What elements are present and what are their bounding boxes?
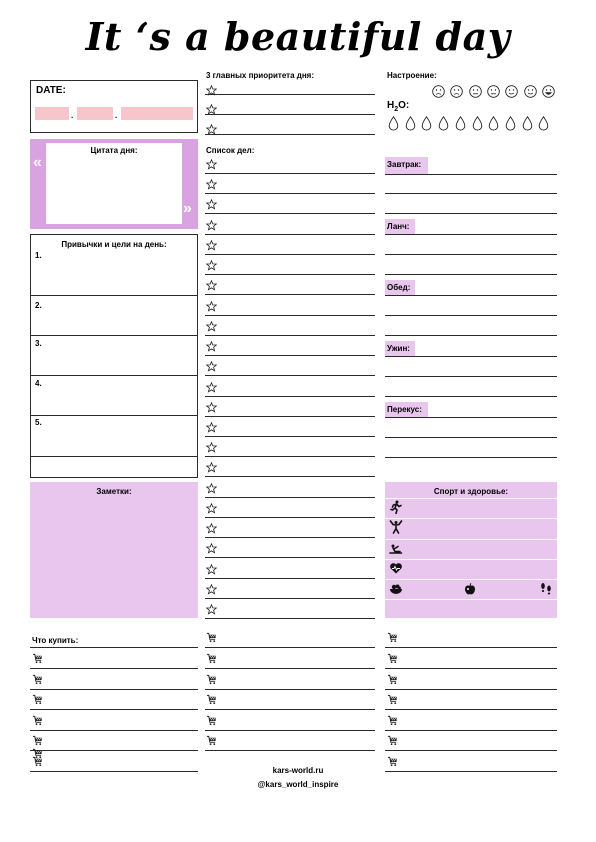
- water-drop-icon[interactable]: [522, 116, 533, 131]
- yoga-icon: [389, 541, 403, 555]
- date-year-cell[interactable]: [121, 107, 193, 120]
- star-icon[interactable]: [206, 582, 217, 593]
- water-label-sub: 2: [394, 106, 399, 113]
- notes-label: Заметки:: [96, 487, 132, 496]
- star-icon[interactable]: [206, 177, 217, 188]
- shopping-line[interactable]: [205, 668, 375, 669]
- cart-icon[interactable]: [206, 672, 217, 683]
- todo-line[interactable]: [205, 537, 375, 538]
- lunch-label: Ланч:: [385, 219, 415, 234]
- cart-icon[interactable]: [387, 713, 398, 724]
- habit-number: 5.: [35, 418, 42, 427]
- cart-icon[interactable]: [32, 672, 43, 683]
- quote-label: Цитата дня:: [90, 146, 138, 155]
- meal-line[interactable]: [385, 417, 557, 418]
- star-icon[interactable]: [206, 380, 217, 391]
- water-drop-icon[interactable]: [405, 116, 416, 131]
- todo-line[interactable]: [205, 578, 375, 579]
- water-drop-icon[interactable]: [472, 116, 483, 131]
- star-icon[interactable]: [206, 602, 217, 613]
- todo-line[interactable]: [205, 193, 375, 194]
- dinner-label: Обед:: [385, 280, 415, 295]
- water-drop-icon[interactable]: [438, 116, 449, 131]
- sport-label: Спорт и здоровье:: [433, 487, 509, 496]
- shopping-line[interactable]: [30, 730, 198, 731]
- habit-number: 2.: [35, 301, 42, 310]
- habit-number: 4.: [35, 379, 42, 388]
- shopping-line[interactable]: [385, 709, 557, 710]
- cart-icon[interactable]: [206, 713, 217, 724]
- priority-line[interactable]: [205, 114, 375, 115]
- sport-line[interactable]: [385, 498, 557, 499]
- cart-icon[interactable]: [387, 733, 398, 744]
- page-title: It ‘s a beautiful day: [85, 14, 511, 59]
- salad-icon: [389, 582, 403, 596]
- todo-line[interactable]: [205, 254, 375, 255]
- cart-icon[interactable]: [206, 692, 217, 703]
- star-icon[interactable]: [206, 460, 217, 471]
- quote-right-arrow: »: [183, 200, 192, 217]
- star-icon[interactable]: [206, 197, 217, 208]
- todo-line[interactable]: [205, 517, 375, 518]
- todo-line[interactable]: [205, 173, 375, 174]
- shopping-line[interactable]: [30, 750, 198, 751]
- meal-line[interactable]: [385, 437, 557, 438]
- water-label: [387, 100, 409, 113]
- cart-icon[interactable]: [32, 746, 43, 757]
- priority-line[interactable]: [205, 134, 375, 135]
- notes-box[interactable]: [30, 482, 198, 618]
- habit-divider: [30, 335, 198, 336]
- star-icon[interactable]: [206, 339, 217, 350]
- star-icon[interactable]: [206, 319, 217, 330]
- footer-handle: @kars_world_inspire: [257, 780, 339, 789]
- sport-line[interactable]: [385, 559, 557, 560]
- cart-icon[interactable]: [387, 754, 398, 765]
- shopping-line[interactable]: [30, 647, 198, 648]
- cart-icon[interactable]: [32, 733, 43, 744]
- mood-laugh-icon[interactable]: [542, 85, 555, 98]
- star-icon[interactable]: [206, 218, 217, 229]
- meal-line[interactable]: [385, 376, 557, 377]
- star-icon[interactable]: [206, 400, 217, 411]
- shopping-line[interactable]: [205, 709, 375, 710]
- habit-number: 1.: [35, 251, 42, 260]
- water-drop-icon[interactable]: [388, 116, 399, 131]
- star-icon[interactable]: [206, 102, 217, 113]
- meal-line[interactable]: [385, 457, 557, 458]
- water-drop-icon[interactable]: [488, 116, 499, 131]
- sport-line[interactable]: [385, 518, 557, 519]
- shopping-label: Что купить:: [32, 636, 79, 645]
- footsteps-icon: [539, 582, 553, 596]
- date-separator: .: [71, 111, 74, 120]
- water-drop-icon[interactable]: [455, 116, 466, 131]
- mood-neutral-icon[interactable]: [469, 85, 482, 98]
- star-icon[interactable]: [206, 541, 217, 552]
- running-icon: [389, 500, 403, 514]
- meal-line[interactable]: [385, 254, 557, 255]
- water-label-h: H: [387, 100, 395, 111]
- quote-left-arrow: «: [33, 154, 42, 171]
- mood-label: Настроение:: [387, 71, 437, 80]
- cart-icon[interactable]: [387, 630, 398, 641]
- cart-icon[interactable]: [387, 672, 398, 683]
- star-icon[interactable]: [206, 157, 217, 168]
- workout-icon: [389, 520, 403, 534]
- todo-line[interactable]: [205, 335, 375, 336]
- shopping-line[interactable]: [205, 689, 375, 690]
- shopping-line[interactable]: [385, 730, 557, 731]
- cart-icon[interactable]: [206, 630, 217, 641]
- water-label-o: O:: [398, 100, 410, 111]
- footer-site: kars-world.ru: [272, 766, 324, 775]
- todo-line[interactable]: [205, 456, 375, 457]
- supper-label: Ужин:: [385, 341, 415, 356]
- todo-line[interactable]: [205, 557, 375, 558]
- mood-sad-icon[interactable]: [450, 85, 463, 98]
- cart-icon[interactable]: [32, 692, 43, 703]
- shopping-line[interactable]: [30, 668, 198, 669]
- cart-icon[interactable]: [32, 651, 43, 662]
- water-drop-icon[interactable]: [505, 116, 516, 131]
- shopping-line[interactable]: [30, 771, 198, 772]
- star-icon[interactable]: [206, 440, 217, 451]
- mood-happy-icon[interactable]: [524, 85, 537, 98]
- water-drop-icon[interactable]: [421, 116, 432, 131]
- sport-line[interactable]: [385, 579, 557, 580]
- meal-line[interactable]: [385, 335, 557, 336]
- todo-label: Список дел:: [206, 146, 255, 155]
- star-icon[interactable]: [206, 481, 217, 492]
- todo-line[interactable]: [205, 497, 375, 498]
- cart-icon[interactable]: [206, 651, 217, 662]
- star-icon[interactable]: [206, 83, 217, 94]
- meal-line[interactable]: [385, 315, 557, 316]
- sport-box: [385, 482, 557, 618]
- star-icon[interactable]: [206, 501, 217, 512]
- todo-line[interactable]: [205, 315, 375, 316]
- todo-line[interactable]: [205, 294, 375, 295]
- habit-divider: [30, 295, 198, 296]
- star-icon[interactable]: [206, 420, 217, 431]
- shopping-line[interactable]: [385, 689, 557, 690]
- meal-line[interactable]: [385, 174, 557, 175]
- cart-icon[interactable]: [32, 713, 43, 724]
- todo-line[interactable]: [205, 355, 375, 356]
- date-separator: .: [115, 111, 118, 120]
- star-icon[interactable]: [206, 258, 217, 269]
- cart-icon[interactable]: [206, 733, 217, 744]
- shopping-line[interactable]: [30, 689, 198, 690]
- todo-line[interactable]: [205, 598, 375, 599]
- todo-line[interactable]: [205, 396, 375, 397]
- shopping-line[interactable]: [30, 709, 198, 710]
- sport-line[interactable]: [385, 599, 557, 600]
- habits-box: [30, 234, 198, 478]
- todo-line[interactable]: [205, 274, 375, 275]
- star-icon[interactable]: [206, 278, 217, 289]
- shopping-line[interactable]: [385, 750, 557, 751]
- mood-neutral-icon[interactable]: [487, 85, 500, 98]
- priorities-label: 3 главных приоритета дня:: [206, 71, 315, 80]
- apple-icon: [463, 582, 477, 596]
- date-day-cell[interactable]: [35, 107, 69, 120]
- meal-line[interactable]: [385, 295, 557, 296]
- habits-label: Привычки и цели на день:: [61, 240, 167, 249]
- shopping-line[interactable]: [385, 668, 557, 669]
- todo-line[interactable]: [205, 234, 375, 235]
- habit-divider: [30, 375, 198, 376]
- priority-line[interactable]: [205, 94, 375, 95]
- meal-line[interactable]: [385, 234, 557, 235]
- habit-number: 3.: [35, 339, 42, 348]
- star-icon[interactable]: [206, 122, 217, 133]
- shopping-line[interactable]: [205, 750, 375, 751]
- meal-line[interactable]: [385, 356, 557, 357]
- shopping-line[interactable]: [205, 647, 375, 648]
- meal-line[interactable]: [385, 193, 557, 194]
- water-drop-icon[interactable]: [538, 116, 549, 131]
- todo-line[interactable]: [205, 476, 375, 477]
- date-month-cell[interactable]: [77, 107, 113, 120]
- todo-line[interactable]: [205, 375, 375, 376]
- star-icon[interactable]: [206, 359, 217, 370]
- meal-line[interactable]: [385, 213, 557, 214]
- todo-line[interactable]: [205, 618, 375, 619]
- todo-line[interactable]: [205, 416, 375, 417]
- habit-divider: [30, 456, 198, 457]
- snack-label: Перекус:: [385, 402, 428, 417]
- mood-angry-icon[interactable]: [432, 85, 445, 98]
- mood-happy-icon[interactable]: [505, 85, 518, 98]
- breakfast-label: Завтрак:: [385, 157, 428, 174]
- shopping-line[interactable]: [205, 730, 375, 731]
- cart-icon[interactable]: [387, 692, 398, 703]
- cart-icon[interactable]: [387, 651, 398, 662]
- star-icon[interactable]: [206, 299, 217, 310]
- date-label: DATE:: [36, 85, 66, 96]
- heart-pulse-icon: [389, 561, 403, 575]
- todo-line[interactable]: [205, 213, 375, 214]
- star-icon[interactable]: [206, 238, 217, 249]
- meal-line[interactable]: [385, 396, 557, 397]
- meal-line[interactable]: [385, 274, 557, 275]
- star-icon[interactable]: [206, 521, 217, 532]
- shopping-line[interactable]: [385, 771, 557, 772]
- todo-line[interactable]: [205, 436, 375, 437]
- star-icon[interactable]: [206, 562, 217, 573]
- habit-divider: [30, 415, 198, 416]
- shopping-line[interactable]: [385, 647, 557, 648]
- sport-line[interactable]: [385, 539, 557, 540]
